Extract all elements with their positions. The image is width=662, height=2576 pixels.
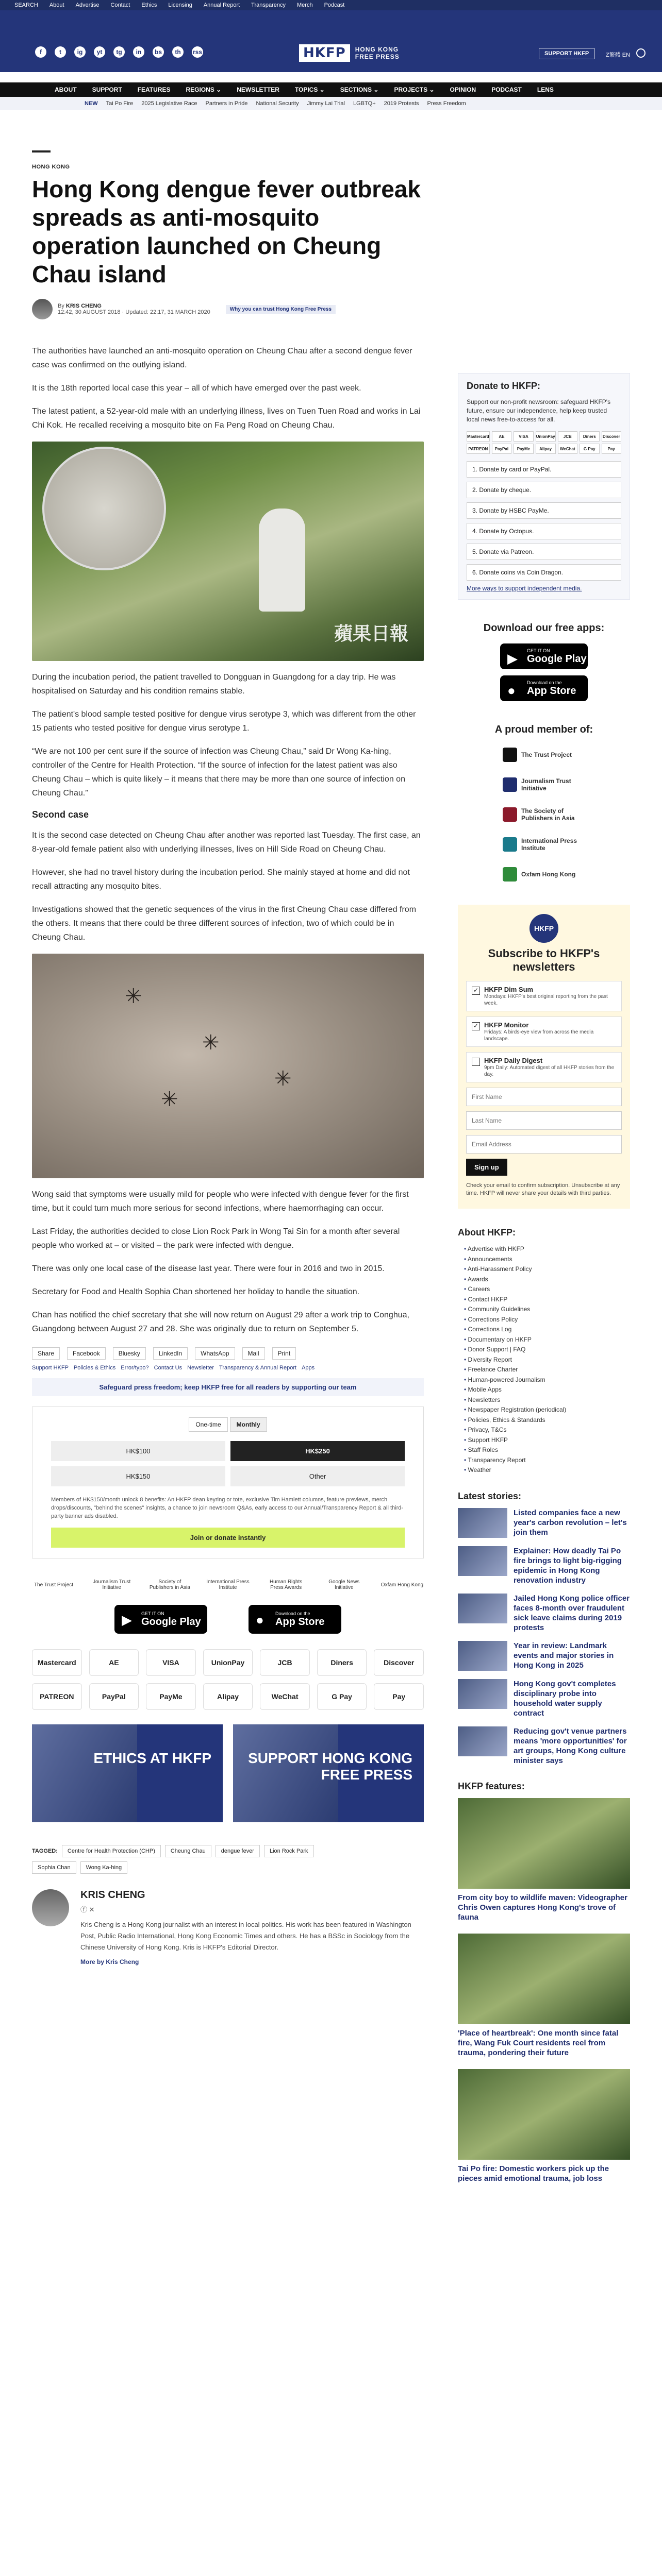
play-icon: ▶: [507, 651, 518, 666]
member-logo-mark: [503, 867, 517, 882]
newsletter-desc: 9pm Daily: Automated digest of all HKFP stories from the day.: [484, 1065, 615, 1077]
ethics-promo[interactable]: ETHICS AT HKFP: [32, 1724, 223, 1822]
social-icon[interactable]: tg: [113, 46, 125, 58]
payment-mini-logo: VISA: [514, 431, 533, 442]
feature-title[interactable]: From city boy to wildlife maven: Videographer Chris Owen captures Hong Kong's trove of fauna: [458, 1893, 627, 1922]
social-icon[interactable]: yt: [94, 46, 105, 58]
email-input[interactable]: [466, 1135, 622, 1154]
article-paragraph: Secretary for Food and Health Sophia Chan shortened her holiday to handle the situation.: [32, 1287, 360, 1296]
about-link[interactable]: • Advertise with HKFP: [464, 1244, 630, 1255]
article-paragraph: “We are not 100 per cent sure if the source of infection was Cheung Chau,” said Dr Wong Ka-hing, controller of the Centre for Health Protection. “If the source of infection for the latest patient was also Cheung Chau – which is quite likely – it means that there may be more than one source of infection on Cheung Chau.”: [32, 747, 405, 798]
tag-list: [32, 1845, 352, 1874]
nav-item[interactable]: SUPPORT: [92, 86, 122, 93]
footer-link[interactable]: Apps: [302, 1365, 315, 1371]
trending-link[interactable]: LGBTQ+: [353, 100, 376, 107]
payment-logo: VISA: [146, 1649, 196, 1676]
partner-logo[interactable]: Human Rights Press Awards: [269, 1579, 303, 1590]
title-divider: [32, 150, 51, 152]
about-title: About HKFP:: [458, 1227, 516, 1238]
search-icon[interactable]: [636, 48, 646, 58]
payment-logo: Mastercard: [32, 1649, 82, 1676]
partner-logo[interactable]: Oxfam Hong Kong: [380, 1582, 424, 1588]
latest-story[interactable]: [458, 1726, 630, 1766]
trending-link[interactable]: Partners in Pride: [205, 100, 248, 107]
about-link[interactable]: • Freelance Charter: [464, 1365, 630, 1375]
social-icon[interactable]: th: [172, 46, 184, 58]
donate-option[interactable]: 5. Donate via Patreon.: [467, 544, 621, 560]
footer-link[interactable]: Newsletter: [187, 1365, 214, 1371]
topbar-link[interactable]: Licensing: [168, 2, 192, 8]
feature-image[interactable]: [458, 1798, 630, 1889]
member-logo[interactable]: [503, 835, 585, 854]
article-photo-fogging: [32, 442, 424, 661]
partner-logos: [32, 1579, 424, 1590]
trust-link[interactable]: Why you can trust Hong Kong Free Press: [226, 305, 336, 314]
top-utility-bar: [0, 0, 662, 10]
support-promo[interactable]: SUPPORT HONG KONG FREE PRESS: [233, 1724, 424, 1822]
article-paragraph: It is the 18th reported local case this year – all of which have emerged over the past week.: [32, 384, 361, 393]
payment-logo: PayMe: [146, 1683, 196, 1710]
share-button[interactable]: Print: [272, 1347, 296, 1360]
article-paragraph: However, she had no travel history during the incubation period. She mainly stayed at home and did not recall attracting any mosquito bites.: [32, 868, 410, 891]
article-title: Hong Kong dengue fever outbreak spreads as anti-mosquito operation launched on Cheung Chau island: [32, 176, 421, 287]
member-logo-mark: [503, 748, 517, 762]
latest-story[interactable]: [458, 1546, 630, 1585]
story-thumbnail[interactable]: [458, 1679, 507, 1709]
article-paragraph: The patient's blood sample tested positive for dengue virus serotype 3, which was different from the other 15 patients who tested positive for dengue virus serotype 1.: [32, 710, 416, 733]
payment-logo: PATREON: [32, 1683, 82, 1710]
member-logo[interactable]: [503, 745, 585, 765]
story-title[interactable]: Explainer: How deadly Tai Po fire brings to light big-rigging epidemic in Hong Kong renovation industry: [514, 1546, 622, 1585]
newsletter-option[interactable]: [466, 981, 622, 1011]
donate-option[interactable]: 6. Donate coins via Coin Dragon.: [467, 564, 621, 581]
subheading-second-case: Second case: [32, 809, 89, 820]
article-paragraph: Last Friday, the authorities decided to close Lion Rock Park in Wong Tai Sin for a month after several people who worked at – or visited – the park were infected with dengue.: [32, 1227, 400, 1250]
feature-story[interactable]: [458, 1934, 630, 2058]
member-logo-mark: [503, 777, 517, 792]
newsletter-option[interactable]: [466, 1016, 622, 1047]
payment-methods: [32, 1649, 424, 1710]
member-logos: [458, 745, 630, 884]
donate-option[interactable]: 4. Donate by Octopus.: [467, 523, 621, 539]
about-link[interactable]: • Anti-Harassment Policy: [464, 1264, 630, 1275]
apple-icon: ●: [256, 1612, 264, 1628]
newsletter-desc: Fridays: A birds-eye view from across the media landscape.: [484, 1029, 594, 1042]
story-title[interactable]: Hong Kong gov't completes disciplinary probe into household water supply contract: [514, 1679, 616, 1718]
fogging-worker: [259, 509, 305, 612]
member-logo[interactable]: [503, 865, 585, 884]
topbar-link[interactable]: Annual Report: [203, 2, 240, 8]
more-by-author-link[interactable]: More by Kris Cheng: [80, 1958, 139, 1965]
payment-mini-logo: JCB: [558, 431, 577, 442]
trending-bar: [0, 97, 662, 110]
social-icons: [35, 46, 203, 58]
newsletter-name: HKFP Dim Sum: [484, 986, 534, 993]
tag-chip[interactable]: Wong Ka-hing: [80, 1861, 128, 1874]
story-thumbnail[interactable]: [458, 1726, 507, 1756]
member-logo[interactable]: [503, 805, 585, 824]
partner-logo[interactable]: Google News Initiative: [328, 1579, 360, 1590]
author-name[interactable]: KRIS CHENG: [65, 303, 102, 309]
safeguard-banner[interactable]: Safeguard press freedom; keep HKFP free for all readers by supporting our team: [32, 1378, 424, 1396]
newsletter-name: HKFP Daily Digest: [484, 1057, 543, 1064]
sidebar-app-store-badge[interactable]: ● Download on the App Store: [500, 675, 588, 701]
article-paragraph: Investigations showed that the genetic sequences of the virus in the first Cheung Chau case differed from the others. It means that there could be three different sources of infection, two of which could be in Cheung Chau.: [32, 905, 417, 942]
payment-mini-logo: AE: [492, 431, 511, 442]
payment-logo: PayPal: [89, 1683, 139, 1710]
last-name-input[interactable]: [466, 1111, 622, 1130]
article-paragraph: It is the second case detected on Cheung Chau after another was reported last Tuesday. The first case, an 8-year-old female patient also with underlying illnesses, lives on Hill Side Road on Cheung Chau.: [32, 831, 421, 854]
member-name: The Trust Project: [521, 751, 572, 758]
newsletter-fineprint: Check your email to confirm subscription. Unsubscribe at any time. HKFP will never share your details with third parties.: [466, 1182, 620, 1196]
trending-link[interactable]: Press Freedom: [427, 100, 466, 107]
payment-mini-logo: Diners: [580, 431, 599, 442]
latest-story[interactable]: [458, 1508, 630, 1538]
trending-link[interactable]: Jimmy Lai Trial: [307, 100, 345, 107]
checkbox[interactable]: [472, 1058, 480, 1066]
story-title[interactable]: Listed companies face a new year's carbon revolution – let's join them: [514, 1508, 627, 1537]
payment-logo: AE: [89, 1649, 139, 1676]
topbar-link[interactable]: Contact: [110, 2, 130, 8]
topbar-link[interactable]: SEARCH: [14, 2, 38, 8]
mosquito-closeup-inset: [42, 447, 166, 570]
topbar-link[interactable]: Podcast: [324, 2, 345, 8]
social-icon[interactable]: in: [133, 46, 144, 58]
about-link[interactable]: • Announcements: [464, 1255, 630, 1265]
photo-watermark: 蘋果日報: [334, 623, 408, 645]
about-link[interactable]: • Transparency Report: [464, 1455, 630, 1466]
payment-logo: Alipay: [203, 1683, 253, 1710]
latest-story[interactable]: [458, 1641, 630, 1671]
donate-option[interactable]: 2. Donate by cheque.: [467, 482, 621, 498]
payment-mini-logo: PayPal: [492, 444, 511, 454]
site-header: [0, 10, 662, 72]
tag-chip[interactable]: Centre for Health Protection (CHP): [62, 1845, 161, 1857]
logo-line1: HONG KONG: [355, 46, 399, 53]
story-thumbnail[interactable]: [458, 1546, 507, 1576]
nav-item[interactable]: NEWSLETTER: [237, 86, 279, 93]
feature-story[interactable]: [458, 2069, 630, 2183]
app-store-badge[interactable]: ● Download on the App Store: [249, 1605, 341, 1634]
about-link[interactable]: • Contact HKFP: [464, 1295, 630, 1305]
payment-logo: JCB: [260, 1649, 310, 1676]
payment-mini-logo: PATREON: [467, 444, 490, 454]
about-link[interactable]: • Privacy, T&Cs: [464, 1425, 630, 1435]
article-paragraph: There was only one local case of the disease last year. There were four in 2016 and two in 2015.: [32, 1264, 385, 1273]
member-name: The Society of Publishers in Asia: [521, 807, 575, 822]
about-link[interactable]: • Policies, Ethics & Standards: [464, 1415, 630, 1426]
share-button[interactable]: Bluesky: [113, 1347, 146, 1360]
footer-link[interactable]: Contact Us: [154, 1365, 183, 1371]
tab-monthly[interactable]: Monthly: [230, 1417, 267, 1432]
member-name: Journalism Trust Initiative: [521, 777, 571, 792]
sidebar-donate: [458, 373, 630, 600]
article-paragraph: The authorities have launched an anti-mosquito operation on Cheung Chau after a second dengue fever case was confirmed on the outlying island.: [32, 347, 412, 369]
payment-mini-logo: Mastercard: [467, 431, 490, 442]
article-paragraph: The latest patient, a 52-year-old male with an underlying illness, lives on Tuen Tuen Road and works in Lai Chi Kok. He recalled receiving a mosquito bite on Fa Peng Road on Cheung Chau.: [32, 407, 421, 430]
nav-item[interactable]: REGIONS ⌄: [186, 86, 222, 93]
site-logo[interactable]: [299, 44, 400, 62]
feature-image[interactable]: [458, 1934, 630, 2024]
nav-item[interactable]: PROJECTS ⌄: [394, 86, 435, 93]
footer-link[interactable]: Policies & Ethics: [73, 1365, 116, 1371]
about-link[interactable]: • Support HKFP: [464, 1435, 630, 1446]
article-paragraph: Wong said that symptoms were usually mild for people who were infected with dengue fever for the first time, but it could turn much more serious for second infections, where haemorrhaging can occur.: [32, 1190, 409, 1213]
payment-logo: Diners: [317, 1649, 367, 1676]
tab-one-time[interactable]: One-time: [189, 1417, 227, 1432]
story-thumbnail[interactable]: [458, 1508, 507, 1538]
payment-mini-logo: UnionPay: [536, 431, 556, 442]
about-link[interactable]: • Newsletters: [464, 1395, 630, 1405]
nav-item[interactable]: ABOUT: [55, 86, 77, 93]
payment-logo: Pay: [374, 1683, 424, 1710]
join-donate-button[interactable]: Join or donate instantly: [51, 1528, 405, 1548]
signup-button[interactable]: Sign up: [466, 1159, 507, 1176]
about-links: [458, 1244, 630, 1476]
footer-link[interactable]: Transparency & Annual Report: [219, 1365, 297, 1371]
topbar-link[interactable]: Ethics: [141, 2, 157, 8]
payment-logo: UnionPay: [203, 1649, 253, 1676]
share-button[interactable]: Share: [32, 1347, 60, 1360]
article-photo-mosquitoes: [32, 954, 424, 1178]
amount-option[interactable]: HK$100: [51, 1441, 225, 1461]
about-link[interactable]: • Community Guidelines: [464, 1304, 630, 1315]
nav-item[interactable]: SECTIONS ⌄: [340, 86, 379, 93]
article-footer-links: [32, 1365, 424, 1371]
member-logo[interactable]: [503, 775, 585, 794]
checkbox[interactable]: ✓: [472, 987, 480, 995]
more-ways-link[interactable]: More ways to support independent media.: [467, 585, 582, 592]
about-link[interactable]: • Corrections Policy: [464, 1315, 630, 1325]
author-box-avatar[interactable]: [32, 1889, 69, 1926]
social-icon[interactable]: rss: [192, 46, 203, 58]
footer-link[interactable]: Error/typo?: [121, 1365, 149, 1371]
checkbox[interactable]: ✓: [472, 1022, 480, 1030]
payment-mini-logo: WeChat: [558, 444, 577, 454]
share-button[interactable]: LinkedIn: [153, 1347, 188, 1360]
donate-option[interactable]: 1. Donate by card or PayPal.: [467, 461, 621, 478]
x-icon[interactable]: ✕: [89, 1906, 95, 1913]
latest-story[interactable]: [458, 1679, 630, 1718]
trending-link[interactable]: 2019 Protests: [384, 100, 419, 107]
newsletter-title: Subscribe to HKFP's newsletters: [488, 947, 600, 973]
share-button[interactable]: Facebook: [67, 1347, 106, 1360]
feature-image[interactable]: [458, 2069, 630, 2160]
author-box-name[interactable]: KRIS CHENG: [80, 1889, 145, 1901]
member-name: Oxfam Hong Kong: [521, 871, 576, 878]
trending-label: NEW: [85, 100, 98, 107]
share-button[interactable]: Mail: [242, 1347, 265, 1360]
apple-icon: ●: [507, 683, 516, 698]
author-avatar[interactable]: [32, 299, 53, 319]
social-icon[interactable]: bs: [153, 46, 164, 58]
mosquito-icon: ✳: [161, 1088, 178, 1111]
sidebar-google-play-badge[interactable]: ▶ GET IT ON Google Play: [500, 643, 588, 669]
article: [32, 150, 424, 1965]
tag-chip[interactable]: Lion Rock Park: [264, 1845, 314, 1857]
social-icon[interactable]: t: [55, 46, 66, 58]
first-name-input[interactable]: [466, 1088, 622, 1106]
partner-logo[interactable]: The Trust Project: [34, 1582, 74, 1588]
language-switcher[interactable]: Z繁體 EN: [606, 52, 631, 58]
about-link[interactable]: • Mobile Apps: [464, 1385, 630, 1395]
member-logo-mark: [503, 837, 517, 852]
topbar-link[interactable]: Merch: [297, 2, 313, 8]
donate-title: Donate to HKFP:: [467, 381, 540, 391]
nav-item[interactable]: LENS: [537, 86, 554, 93]
trending-link[interactable]: 2025 Legislative Race: [141, 100, 197, 107]
mosquito-icon: ✳: [125, 985, 142, 1008]
payment-logo: G Pay: [317, 1683, 367, 1710]
about-link[interactable]: • Corrections Log: [464, 1325, 630, 1335]
member-name: International Press Institute: [521, 837, 577, 852]
amount-option[interactable]: HK$150: [51, 1466, 225, 1486]
nav-item[interactable]: FEATURES: [137, 86, 171, 93]
about-link[interactable]: • Human-powered Journalism: [464, 1375, 630, 1385]
feature-title[interactable]: 'Place of heartbreak': One month since fatal fire, Wang Fuk Court residents reel from trauma, pondering their future: [458, 2028, 619, 2057]
social-icon[interactable]: ig: [74, 46, 86, 58]
features-title: HKFP features:: [458, 1781, 525, 1791]
payment-mini-logo: G Pay: [580, 444, 599, 454]
share-button[interactable]: WhatsApp: [195, 1347, 235, 1360]
tags-label: TAGGED:: [32, 1848, 58, 1854]
about-link[interactable]: • Documentary on HKFP: [464, 1335, 630, 1345]
newsletter-desc: Mondays: HKFP's best original reporting from the past week.: [484, 994, 608, 1006]
article-paragraph: During the incubation period, the patient travelled to Dongguan in Guangdong for a day trip. He was hospitalised on Saturday and his condition remains stable.: [32, 673, 396, 696]
footer-link[interactable]: Support HKFP: [32, 1365, 69, 1371]
partner-logo[interactable]: Journalism Trust Initiative: [92, 1579, 131, 1590]
newsletter-name: HKFP Monitor: [484, 1021, 529, 1029]
amount-option-selected[interactable]: HK$250: [230, 1441, 405, 1461]
newsletter-option[interactable]: [466, 1052, 622, 1082]
facebook-icon[interactable]: ⓕ: [80, 1906, 88, 1913]
social-icon[interactable]: f: [35, 46, 46, 58]
support-hkfp-button[interactable]: SUPPORT HKFP: [539, 48, 594, 59]
member-title: A proud member of:: [494, 724, 593, 735]
article-paragraph: Chan has notified the chief secretary that she will now return on August 29 after a work trip to Conghua, Guangdong between August 27 and 28. She was originally due to return on September 5.: [32, 1311, 409, 1333]
feature-title[interactable]: Tai Po fire: Domestic workers pick up the pieces amid emotional trauma, job loss: [458, 2164, 609, 2183]
main-nav: [0, 82, 662, 97]
about-link[interactable]: • Diversity Report: [464, 1355, 630, 1365]
about-link[interactable]: • Awards: [464, 1275, 630, 1285]
newsletter-logo: HKFP: [529, 914, 558, 943]
member-logo-mark: [503, 807, 517, 822]
amount-option-other[interactable]: Other: [230, 1466, 405, 1486]
latest-title: Latest stories:: [458, 1490, 522, 1501]
nav-item[interactable]: TOPICS ⌄: [294, 86, 325, 93]
tag-chip[interactable]: dengue fever: [216, 1845, 260, 1857]
app-store-badges: [32, 1605, 424, 1634]
story-title[interactable]: Jailed Hong Kong police officer faces 8-month over fraudulent sick leave claims during 2019 protests: [514, 1594, 630, 1632]
story-title[interactable]: Reducing gov't venue partners means 'more opportunities' for art groups, Hong Kong culture minister says: [514, 1726, 627, 1765]
topbar-link[interactable]: Transparency: [251, 2, 286, 8]
mosquito-icon: ✳: [274, 1067, 292, 1090]
partner-logo[interactable]: International Press Institute: [206, 1579, 250, 1590]
author-bio: Kris Cheng is a Hong Kong journalist with an interest in local politics. His work has been featured in Washington Post, Public Radio International, Hong Kong Economic Times and others. He has a BSSc in Sociology from the Chinese University of Hong Kong. Kris is HKFP's Editorial Director.: [80, 1921, 411, 1951]
share-buttons: [32, 1347, 424, 1360]
play-icon: ▶: [122, 1612, 132, 1628]
payment-mini-logo: Pay: [602, 444, 621, 454]
sidebar: [458, 373, 630, 2195]
tag-chip[interactable]: Cheung Chau: [165, 1845, 211, 1857]
topbar-link[interactable]: About: [49, 2, 64, 8]
donation-widget: [32, 1406, 424, 1558]
payment-mini-logo: Alipay: [536, 444, 556, 454]
about-link[interactable]: • Newspaper Registration (periodical): [464, 1405, 630, 1415]
nav-item[interactable]: PODCAST: [491, 86, 522, 93]
about-link[interactable]: • Staff Roles: [464, 1445, 630, 1455]
author-box: [32, 1889, 424, 1965]
donate-intro[interactable]: Support our non-profit newsroom: safeguard HKFP's future, ensure our independence, help keep trusted local news free-to-access for all.: [467, 398, 611, 423]
payment-mini-logo: PayMe: [514, 444, 533, 454]
logo-line2: FREE PRESS: [355, 53, 400, 60]
byline: By KRIS CHENG 12:42, 30 AUGUST 2018 · Updated: 22:17, 31 MARCH 2020 Why you can trust Hong Kong Free Press: [32, 299, 424, 319]
promo-banners: [32, 1724, 424, 1822]
payment-mini-logo: Discover: [602, 431, 621, 442]
nav-item[interactable]: OPINION: [450, 86, 476, 93]
topbar-link[interactable]: Advertise: [75, 2, 100, 8]
about-link[interactable]: • Weather: [464, 1465, 630, 1476]
payment-logo: Discover: [374, 1649, 424, 1676]
feature-story[interactable]: [458, 1798, 630, 1922]
about-link[interactable]: • Donor Support | FAQ: [464, 1345, 630, 1355]
partner-logo[interactable]: Society of Publishers in Asia: [149, 1579, 190, 1590]
publish-dates: 12:42, 30 AUGUST 2018 · Updated: 22:17, 31 MARCH 2020: [58, 309, 210, 315]
tag-chip[interactable]: Sophia Chan: [32, 1861, 76, 1874]
payment-logo: WeChat: [260, 1683, 310, 1710]
trending-link[interactable]: Tai Po Fire: [106, 100, 134, 107]
donate-option[interactable]: 3. Donate by HSBC PayMe.: [467, 502, 621, 519]
apps-title: Download our free apps:: [483, 622, 605, 634]
story-thumbnail[interactable]: [458, 1594, 507, 1623]
membership-note: Members of HK$150/month unlock 8 benefits: An HKFP dean keyring or tote, exclusive Tim Hamlett columns, feature previews, merch drops/discounts, "behind the scenes" insights, a chance to join newsroom Q&As, early access to our Annual/Transparency Report & all third-party banner ads disabled.: [51, 1497, 404, 1519]
trending-link[interactable]: National Security: [256, 100, 299, 107]
logo-mark: HKFP: [299, 44, 350, 62]
about-link[interactable]: • Careers: [464, 1284, 630, 1295]
mosquito-icon: ✳: [202, 1031, 220, 1054]
article-category[interactable]: HONG KONG: [32, 164, 70, 170]
latest-story[interactable]: [458, 1594, 630, 1633]
newsletter-signup: [458, 905, 630, 1209]
story-title[interactable]: Year in review: Landmark events and major stories in Hong Kong in 2025: [514, 1641, 614, 1670]
payment-mini-logos: [467, 431, 621, 454]
google-play-badge[interactable]: ▶ GET IT ON Google Play: [114, 1605, 207, 1634]
story-thumbnail[interactable]: [458, 1641, 507, 1671]
